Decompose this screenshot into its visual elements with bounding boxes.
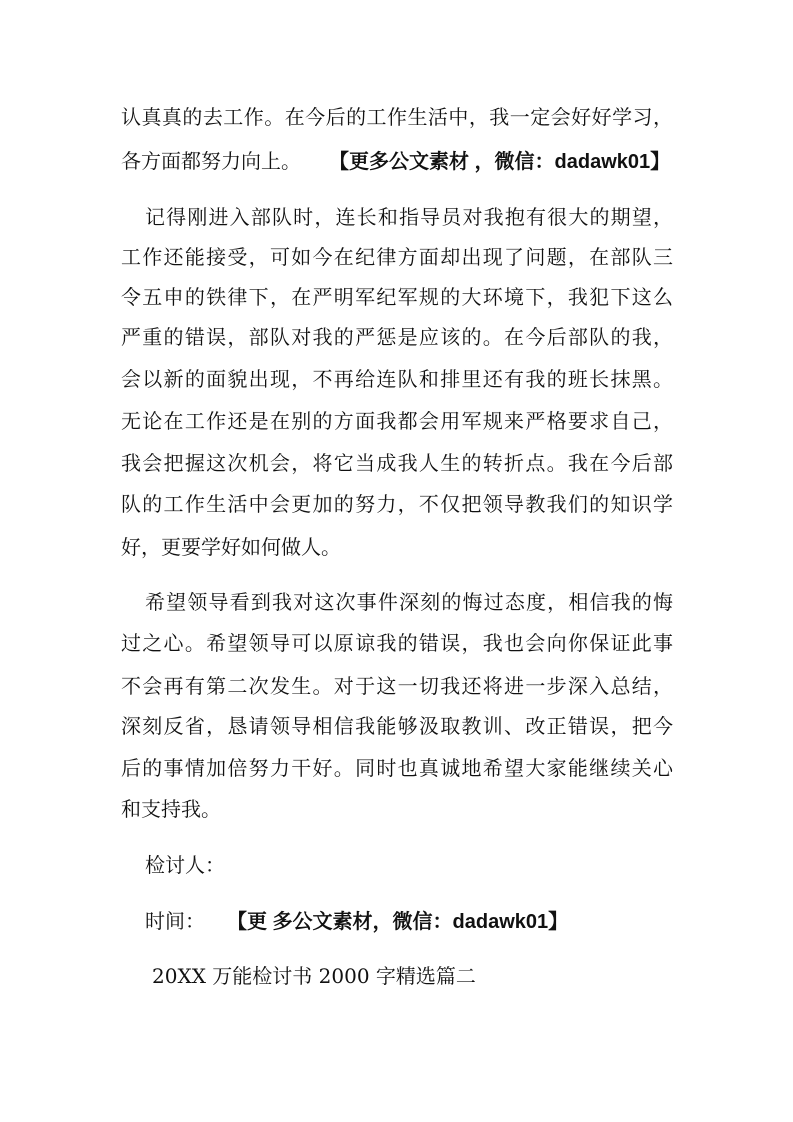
paragraph-line: 后的事情加倍努力干好。同时也真诚地希望大家能继续关心 <box>121 756 673 780</box>
paragraph-line: 过之心。希望领导可以原谅我的错误，我也会向你保证此事 <box>121 631 673 655</box>
reviewer-label: 检讨人： <box>145 853 225 877</box>
paragraph-line: 无论在工作还是在别的方面我都会用军规来严格要求自己， <box>121 409 673 433</box>
wechat-note: 【更 多公文素材，微信：dadawk01】 <box>227 911 569 933</box>
paragraph-line: 严重的错误，部队对我的严惩是应该的。在今后部队的我， <box>121 325 673 349</box>
time-line <box>145 909 568 934</box>
paragraph-line: 记得刚进入部队时，连长和指导员对我抱有很大的期望， <box>145 205 673 229</box>
paragraph-line: 工作还能接受，可如今在纪律方面却出现了问题，在部队三 <box>121 245 673 269</box>
paragraph-line: 令五申的铁律下，在严明军纪军规的大环境下，我犯下这么 <box>121 285 673 309</box>
section-title: 20XX 万能检讨书 2000 字精选篇二 <box>152 964 476 988</box>
paragraph-line: 认真真的去工作。在今后的工作生活中，我一定会好好学习， <box>121 105 673 129</box>
time-label: 时间： <box>145 909 205 933</box>
paragraph-line: 好，更要学好如何做人。 <box>121 535 341 559</box>
paragraph-line: 会以新的面貌出现，不再给连队和排里还有我的班长抹黑。 <box>121 367 673 391</box>
wechat-note: 【更多公文素材 ，微信：dadawk01】 <box>329 151 671 173</box>
paragraph-line: 深刻反省，恳请领导相信我能够汲取教训、改正错误，把今 <box>121 714 673 738</box>
paragraph-line: 不会再有第二次发生。对于这一切我还将进一步深入总结， <box>121 674 673 698</box>
paragraph-line: 队的工作生活中会更加的努力，不仅把领导教我们的知识学 <box>121 492 673 516</box>
paragraph-line: 和支持我。 <box>121 797 221 821</box>
paragraph-line-with-note <box>121 149 670 174</box>
paragraph-line: 我会把握这次机会，将它当成我人生的转折点。我在今后部 <box>121 451 673 475</box>
paragraph-line: 希望领导看到我对这次事件深刻的悔过态度，相信我的悔 <box>145 590 673 614</box>
paragraph-line: 各方面都努力向上。 <box>121 149 301 173</box>
